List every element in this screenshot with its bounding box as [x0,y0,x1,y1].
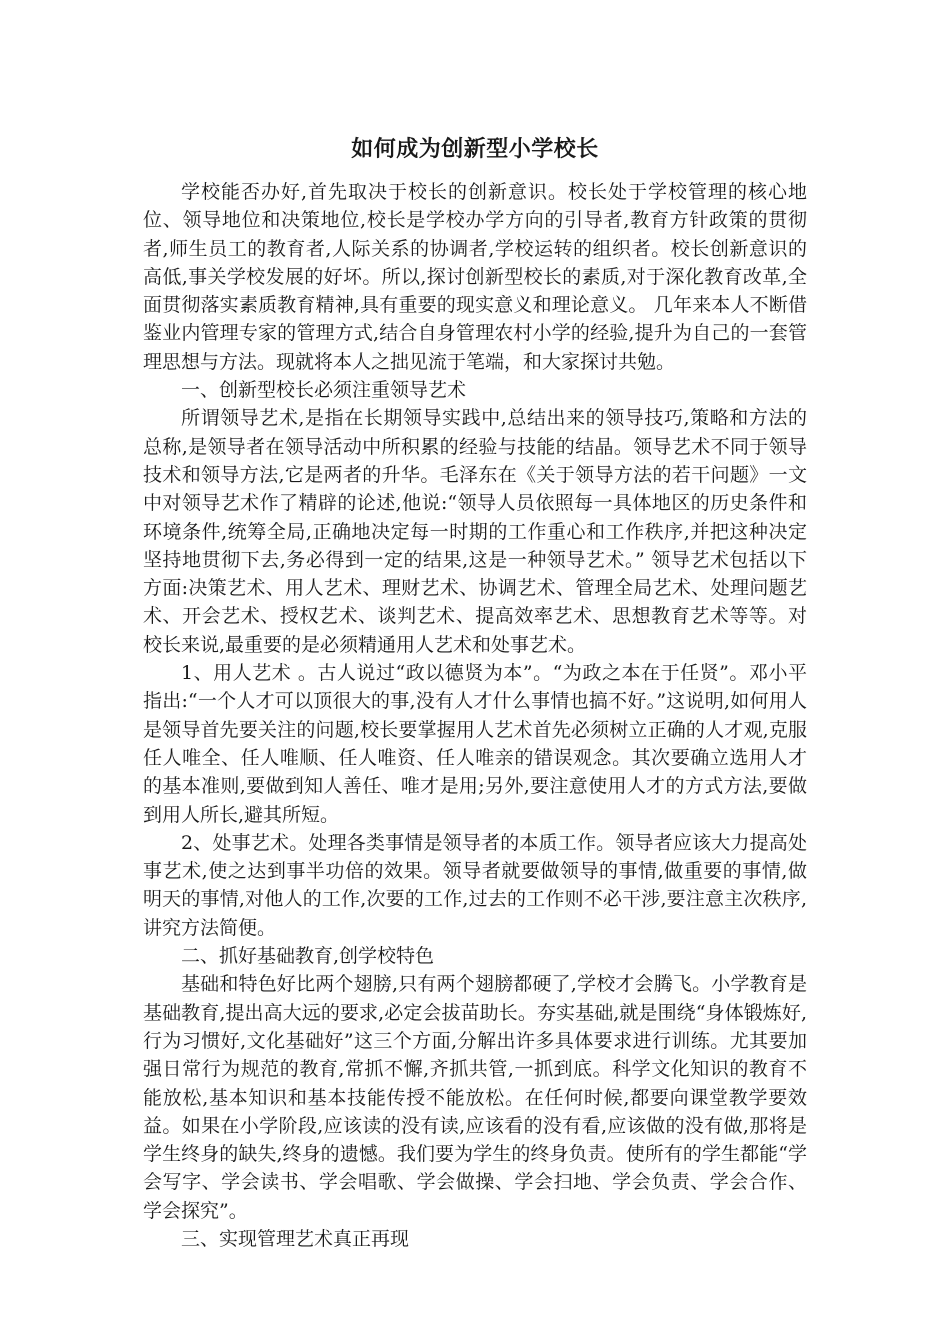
basic-education-paragraph: 基础和特色好比两个翅膀,只有两个翅膀都硬了,学校才会腾飞。小学教育是基础教育,提出高大远的要求,必定会拔苗助长。夯实基础,就是围绕“身体锻炼好,行为习惯好,文化基础好”这三个方面,分解出许多具体要求进行训练。尤其要加强日常行为规范的教育,常抓不懈,齐抓共管,一抓到底。科学文化知识的教育不能放松,基本知识和基本技能传授不能放松。在任何时候,都要向课堂教学要效益。如果在小学阶段,应该读的没有读,应该看的没有看,应该做的没有做,那将是学生终身的缺失,终身的遗憾。我们要为学生的终身负责。使所有的学生都能“学会写字、学会读书、学会唱歌、学会做操、学会扫地、学会负责、学会合作、学会探究”。 [143,973,807,1222]
leadership-art-paragraph: 所谓领导艺术,是指在长期领导实践中,总结出来的领导技巧,策略和方法的总称,是领导者在领导活动中所积累的经验与技能的结晶。领导艺术不同于领导技术和领导方法,它是两者的升华。毛泽东在《关于领导方法的若干问题》一文中对领导艺术作了精辟的论述,他说:“领导人员依照每一具体地区的历史条件和环境条件,统筹全局,正确地决定每一时期的工作重心和工作秩序,并把这种决定坚持地贯彻下去,务必得到一定的结果,这是一种领导艺术。” 领导艺术包括以下方面:决策艺术、用人艺术、理财艺术、协调艺术、管理全局艺术、处理问题艺术、开会艺术、授权艺术、谈判艺术、提高效率艺术、思想教育艺术等等。对校长来说,最重要的是必须精通用人艺术和处事艺术。 [143,407,807,656]
section-heading-management-art: 三、实现管理艺术真正再现 [181,1227,410,1250]
document-body [143,128,807,1253]
intro-paragraph: 学校能否办好,首先取决于校长的创新意识。校长处于学校管理的核心地位、领导地位和决策地位,校长是学校办学方向的引导者,教育方针政策的贯彻者,师生员工的教育者,人际关系的协调者,学校运转的组织者。校长创新意识的高低,事关学校发展的好坏。所以,探讨创新型校长的素质,对于深化教育改革,全面贯彻落实素质教育精神,具有重要的现实意义和理论意义。 几年来本人不断借鉴业内管理专家的管理方式,结合自身管理农村小学的经验,提升为自己的一套管理思想与方法。现就将本人之拙见流于笔端，和大家探讨共勉。 [143,181,807,373]
document-title: 如何成为创新型小学校长 [351,137,599,162]
section-heading-basic-education: 二、抓好基础教育,创学校特色 [181,945,435,968]
personnel-art-paragraph: 1、用人艺术 。古人说过“政以德贤为本”。“为政之本在于任贤”。邓小平指出:“一个人才可以顶很大的事,没有人才什么事情也搞不好。”这说明,如何用人是领导首先要关注的问题,校长要掌握用人艺术首先必须树立正确的人才观,克服任人唯全、任人唯顺、任人唯资、任人唯亲的错误观念。其次要确立选用人才的基本准则,要做到知人善任、唯才是用;另外,要注意使用人才的方式方法,要做到用人所长,避其所短。 [143,662,807,826]
section-heading-leadership-art: 一、创新型校长必须注重领导艺术 [181,379,467,402]
handling-affairs-paragraph: 2、处事艺术。处理各类事情是领导者的本质工作。领导者应该大力提高处事艺术,使之达到事半功倍的效果。领导者就要做领导的事情,做重要的事情,做明天的事情,对他人的工作,次要的工作,过去的工作则不必干涉,要注意主次秩序,讲究方法简便。 [143,831,807,939]
